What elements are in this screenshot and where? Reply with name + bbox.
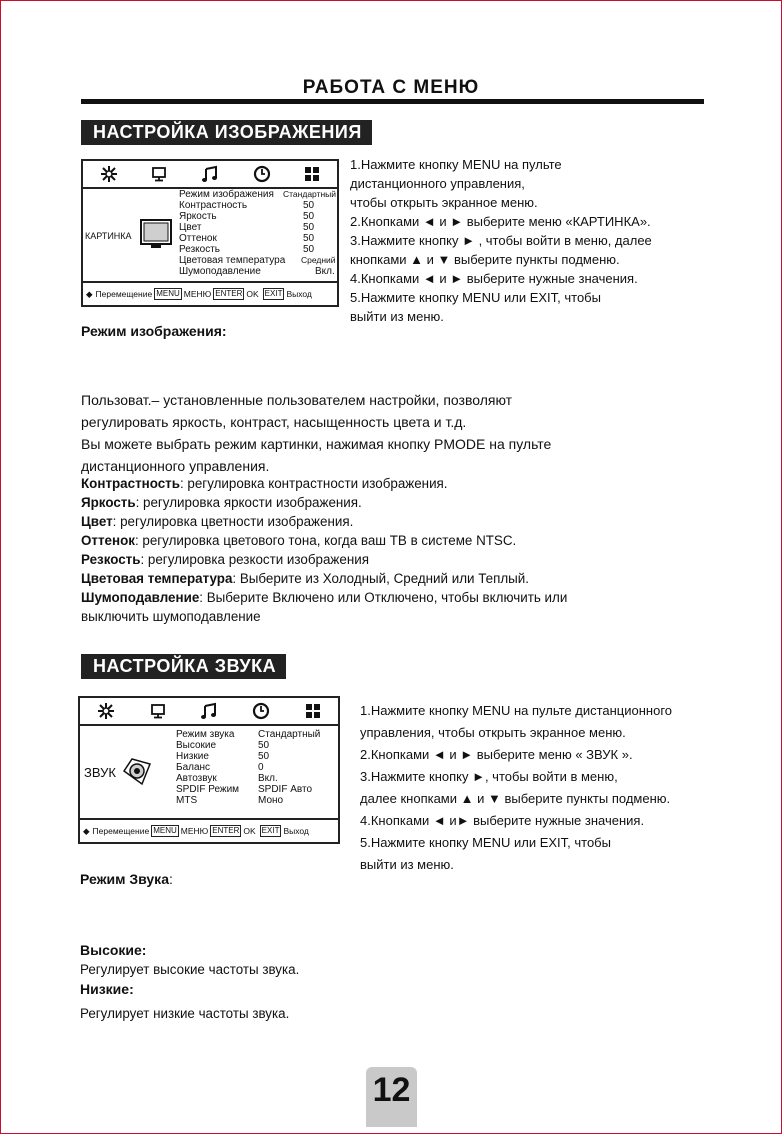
picture-steps xyxy=(350,155,652,326)
osd-row-label: Цвет xyxy=(179,222,202,233)
bass-text: Регулирует низкие частоты звука. xyxy=(80,1006,290,1021)
definition-item: Оттенок: регулировка цветового тона, когда ваш ТВ в системе NTSC. xyxy=(81,533,517,548)
navigate-arrows-icon: ◆ xyxy=(83,825,90,836)
menu-hint: МЕНЮ xyxy=(180,826,209,836)
sound-section-banner: НАСТРОЙКА ЗВУКА xyxy=(81,654,286,679)
osd-row-value: Моно xyxy=(258,795,284,806)
osd-help-bar xyxy=(80,818,338,842)
definition-item: Яркость: регулировка яркости изображения. xyxy=(81,495,362,510)
page-number: 12 xyxy=(372,1071,411,1109)
sound-osd-rows xyxy=(176,729,338,806)
osd-tab-bar xyxy=(83,161,337,189)
step-line: управления, чтобы открыть экранное меню. xyxy=(360,725,626,740)
osd-row-label: SPDIF Режим xyxy=(176,784,240,795)
osd-row[interactable] xyxy=(179,222,375,233)
osd-row[interactable] xyxy=(179,189,375,200)
picture-monitor-icon xyxy=(150,703,166,719)
osd-row-label: Контрастность xyxy=(179,200,248,211)
osd-row-value: 50 xyxy=(303,233,315,244)
sound-note-icon xyxy=(201,165,219,183)
osd-row-label: MTS xyxy=(176,795,198,806)
sound-mode-heading: Режим Звука: xyxy=(80,871,173,887)
menu-hint: МЕНЮ xyxy=(183,289,212,299)
step-line: 5.Нажмите кнопку MENU или EXIT, чтобы xyxy=(350,290,601,305)
definition-tail: выключить шумоподавление xyxy=(81,609,261,624)
step-line: 4.Кнопками ◄ и► выберите нужные значения. xyxy=(360,813,645,828)
osd-row[interactable] xyxy=(179,211,375,222)
osd-row-label: Автозвук xyxy=(176,773,217,784)
osd-row[interactable] xyxy=(179,244,375,255)
picture-osd-rows xyxy=(179,189,375,277)
bass-heading: Низкие: xyxy=(80,981,134,997)
definition-item: Шумоподавление: Выберите Включено или Отключено, чтобы включить или xyxy=(81,590,568,605)
osd-row[interactable] xyxy=(176,773,338,784)
osd-row-label: Цветовая температура xyxy=(179,255,286,266)
osd-side-label: ЗВУК xyxy=(84,765,116,780)
settings-snowflake-icon xyxy=(100,165,118,183)
osd-row-value: 50 xyxy=(303,211,315,222)
osd-row[interactable] xyxy=(176,740,338,751)
menu-key-icon: MENU xyxy=(156,289,180,298)
exit-hint: Выход xyxy=(283,826,309,836)
grid-options-icon xyxy=(304,166,320,182)
step-line: выйти из меню. xyxy=(350,309,444,324)
step-line: 4.Кнопками ◄ и ► выберите нужные значения. xyxy=(350,271,638,286)
osd-row-value: Стандартный xyxy=(258,729,321,740)
step-line: выйти из меню. xyxy=(360,857,454,872)
step-line: 3.Нажмите кнопку ► , чтобы войти в меню, далее xyxy=(350,233,652,248)
osd-row-label: Режим изображения xyxy=(179,189,274,200)
definition-item: Резкость: регулировка резкости изображения xyxy=(81,552,369,567)
treble-text: Регулирует высокие частоты звука. xyxy=(80,962,300,977)
osd-row[interactable] xyxy=(179,266,375,277)
grid-options-icon xyxy=(305,703,321,719)
menu-key-icon: MENU xyxy=(153,826,177,835)
osd-row-value: Вкл. xyxy=(258,773,278,784)
definition-item: Контрастность: регулировка контрастности изображения. xyxy=(81,476,448,491)
osd-row-value: 0 xyxy=(258,762,264,773)
step-line: 2.Кнопками ◄ и ► выберите меню « ЗВУК ». xyxy=(360,747,633,762)
step-line: далее кнопками ▲ и ▼ выберите пункты подменю. xyxy=(360,791,671,806)
step-line: 1.Нажмите кнопку MENU на пульте дистанционного xyxy=(360,703,673,718)
osd-row-label: Баланс xyxy=(176,762,211,773)
osd-row[interactable] xyxy=(176,729,338,740)
treble-heading: Высокие: xyxy=(80,942,147,958)
osd-tab-bar xyxy=(80,698,338,726)
osd-row-value: 50 xyxy=(303,200,315,211)
osd-row-value: Стандартный xyxy=(283,189,337,199)
osd-help-bar xyxy=(83,281,337,305)
step-line: 3.Нажмите кнопку ►, чтобы войти в меню, xyxy=(360,769,618,784)
osd-row-value: SPDIF Авто xyxy=(258,784,313,795)
osd-row[interactable] xyxy=(179,200,375,211)
osd-row-value: 50 xyxy=(303,222,315,233)
step-line: 1.Нажмите кнопку MENU на пульте xyxy=(350,157,562,172)
step-line: дистанционного управления, xyxy=(350,176,525,191)
osd-row[interactable] xyxy=(176,795,338,806)
definition-item: Цвет: регулировка цветности изображения. xyxy=(81,514,354,529)
step-line: чтобы открыть экранное меню. xyxy=(350,195,538,210)
time-clock-icon xyxy=(253,165,271,183)
exit-key-icon: EXIT xyxy=(261,826,280,835)
sound-note-icon xyxy=(200,702,218,720)
exit-hint: Выход xyxy=(286,289,312,299)
picture-mode-heading: Режим изображения: xyxy=(81,323,227,339)
osd-row-value: Средний xyxy=(301,255,336,265)
osd-row[interactable] xyxy=(176,784,338,795)
osd-row-label: Режим звука xyxy=(176,729,235,740)
definition-item: Цветовая температура: Выберите из Холодный, Средний или Теплый. xyxy=(81,571,529,586)
osd-row-label: Яркость xyxy=(179,211,217,222)
move-hint: Перемещение xyxy=(92,826,150,836)
osd-row-value: 50 xyxy=(258,751,270,762)
enter-key-icon: ENTER xyxy=(215,289,243,298)
osd-row-label: Высокие xyxy=(176,740,217,751)
osd-row[interactable] xyxy=(176,751,338,762)
settings-snowflake-icon xyxy=(97,702,115,720)
ok-hint: OK xyxy=(243,826,256,836)
osd-row-value: 50 xyxy=(303,244,315,255)
osd-row-label: Резкость xyxy=(179,244,220,255)
picture-definitions xyxy=(81,474,567,626)
exit-key-icon: EXIT xyxy=(264,289,283,298)
time-clock-icon xyxy=(252,702,270,720)
page-title: РАБОТА С МЕНЮ xyxy=(302,77,480,98)
osd-row[interactable] xyxy=(179,255,375,266)
text-line: регулировать яркость, контраст, насыщенность цвета и т.д. xyxy=(81,414,467,430)
osd-side-label: КАРТИНКА xyxy=(85,231,132,241)
osd-row-label: Низкие xyxy=(176,751,209,762)
osd-row[interactable] xyxy=(176,762,338,773)
text-line: Пользоват.– установленные пользователем настройки, позволяют xyxy=(81,392,513,408)
osd-row-value: 50 xyxy=(258,740,270,751)
ok-hint: OK xyxy=(246,289,259,299)
picture-monitor-icon xyxy=(151,166,167,182)
navigate-arrows-icon: ◆ xyxy=(86,288,93,299)
picture-section-banner: НАСТРОЙКА ИЗОБРАЖЕНИЯ xyxy=(81,120,372,145)
speaker-icon xyxy=(120,754,154,793)
enter-key-icon: ENTER xyxy=(212,826,240,835)
move-hint: Перемещение xyxy=(95,289,153,299)
osd-row-label: Оттенок xyxy=(179,233,217,244)
step-line: 5.Нажмите кнопку MENU или EXIT, чтобы xyxy=(360,835,611,850)
osd-row-label: Шумоподавление xyxy=(179,266,261,277)
sound-osd-menu xyxy=(78,696,340,844)
step-line: кнопками ▲ и ▼ выберите пункты подменю. xyxy=(350,252,620,267)
text-line: Вы можете выбрать режим картинки, нажимая кнопку PMODE на пульте xyxy=(81,436,552,452)
step-line: 2.Кнопками ◄ и ► выберите меню «КАРТИНКА». xyxy=(350,214,651,229)
osd-row[interactable] xyxy=(179,233,375,244)
picture-osd-menu xyxy=(81,159,339,307)
text-line: дистанционного управления. xyxy=(81,458,270,474)
tv-screen-icon xyxy=(138,216,174,257)
user-mode-text xyxy=(81,389,551,477)
sound-steps xyxy=(360,700,672,876)
osd-row-value: Вкл. xyxy=(315,266,335,277)
title-rule xyxy=(81,99,704,104)
